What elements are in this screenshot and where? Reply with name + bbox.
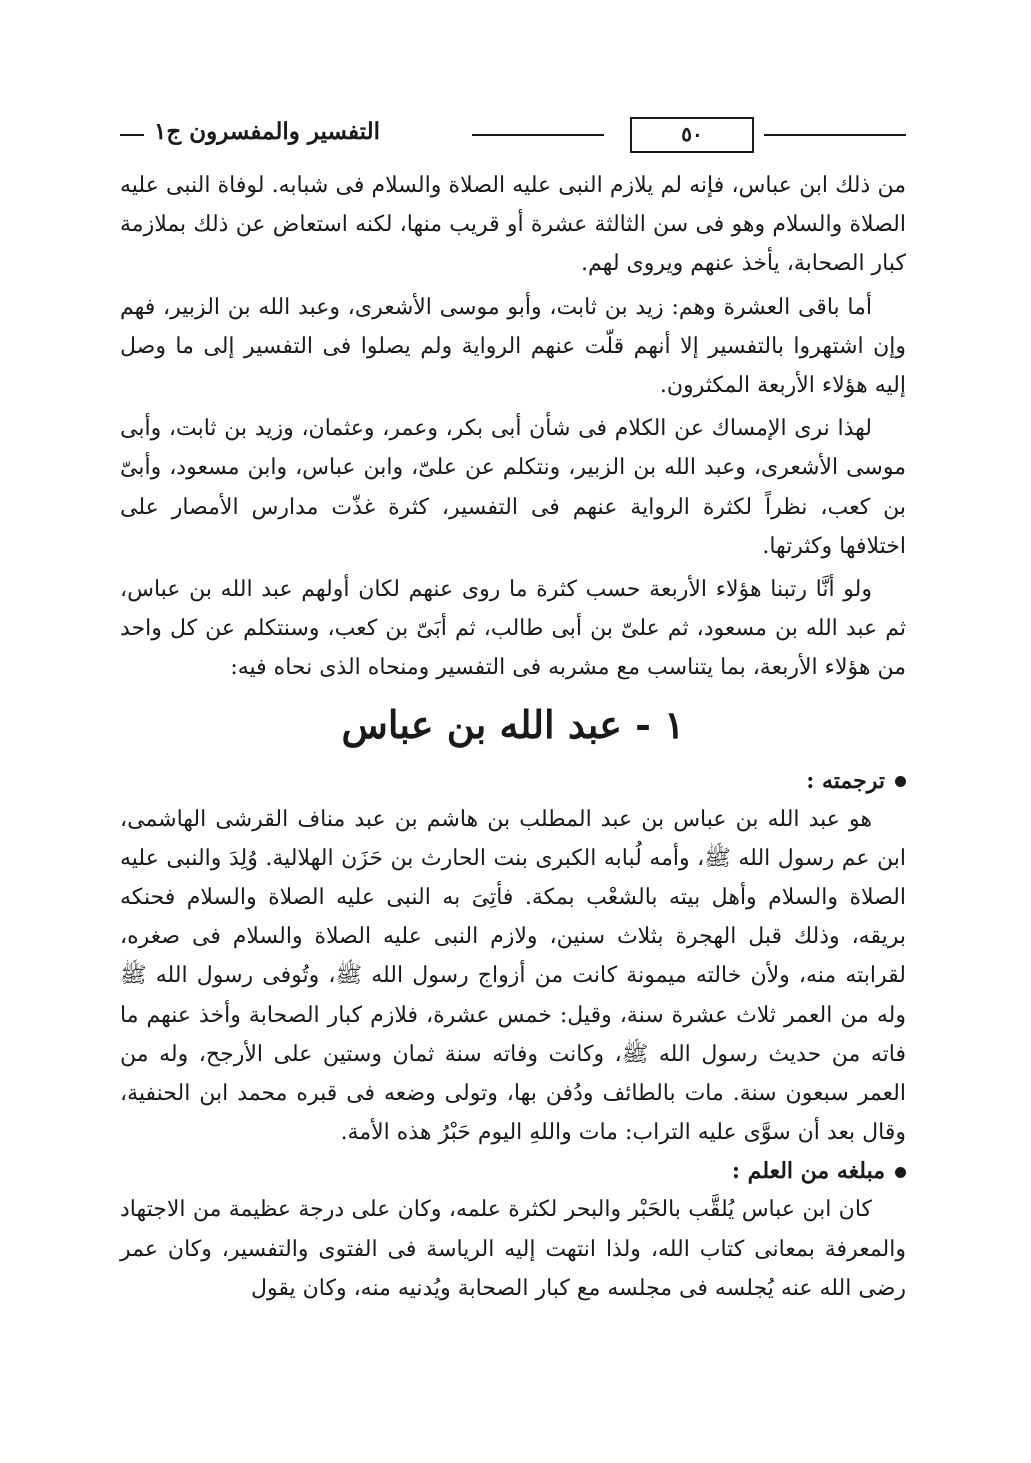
header-rule <box>764 134 906 136</box>
header-rule <box>472 134 604 136</box>
header-rule <box>120 134 144 136</box>
bullet-icon <box>895 776 906 787</box>
subheading-knowledge <box>120 1152 906 1190</box>
bullet-icon <box>895 1167 906 1178</box>
paragraph-knowledge: كان ابن عباس يُلقَّب بالحَبْر والبحر لكثرة علمه، وكان على درجة عظيمة من الاجتهاد والمعرفة بمعانى كتاب الله، ولذا انتهت إليه الرياسة فى الفتوى والتفسير، وكان عمر رضى الله عنه يُجلسه فى مجلسه مع كبار الصحابة ويُدنيه منه، وكان يقول <box>120 1197 906 1301</box>
page-number: ٥٠ <box>630 117 754 153</box>
paragraph: من ذلك ابن عباس، فإنه لم يلازم النبى عليه الصلاة والسلام فى شبابه. لوفاة النبى عليه الصلاة والسلام وهو فى سن الثالثة عشرة أو قريب منها، لكنه استعاض عن ذلك بملازمة كبار الصحابة، يأخذ عنهم ويروى لهم. <box>120 173 906 277</box>
section-title: ١ - عبد الله بن عباس <box>341 701 685 747</box>
subheading-label: مبلغه من العلم : <box>731 1158 885 1185</box>
running-header <box>120 110 906 166</box>
paragraph: ولو أنَّا رتبنا هؤلاء الأربعة حسب كثرة ما روى عنهم لكان أولهم عبد الله بن عباس، ثم عبد الله بن مسعود، ثم علىّ بن أبى طالب، ثم أبَىّ بن كعب، وسنتكلم عن كل واحد من هؤلاء الأربعة، بما يتناسب مع مشربه فى التفسير ومنحاه الذى نحاه فيه: <box>120 577 906 681</box>
paragraph: لهذا نرى الإمساك عن الكلام فى شأن أبى بكر، وعمر، وعثمان، وزيد بن ثابت، وأبى موسى الأشعرى، وعبد الله بن الزبير، ونتكلم عن علىّ، وابن عباس، وابن مسعود، وأبىّ بن كعب، نظراً لكثرة الرواية عنهم فى التفسير، كثرة غذّت مدارس الأمصار على اختلافها وكثرتها. <box>120 416 906 559</box>
subheading-label: ترجمته : <box>806 767 885 794</box>
paragraph: أما باقى العشرة وهم: زيد بن ثابت، وأبو موسى الأشعرى، وعبد الله بن الزبير، فهم وإن اشتهروا بالتفسير إلا أنهم قلّت عنهم الرواية ولم يصلوا فى التفسير إلى ما وصل إليه هؤلاء الأربعة المكثرون. <box>120 294 906 399</box>
subheading-biography <box>120 762 906 800</box>
book-page <box>120 110 906 1410</box>
book-title: التفسير والمفسرون ج١ <box>154 118 380 145</box>
paragraph-biography: هو عبد الله بن عباس بن عبد المطلب بن هاشم بن عبد مناف القرشى الهاشمى، ابن عم رسول الله ﷺ، وأمه لُبابه الكبرى بنت الحارث بن حَزَن الهلالية. وُلِدَ والنبى عليه الصلاة والسلام وأهل بيته بالشعْب بمكة. فأتِىَ به النبى عليه الصلاة والسلام فحنكه بريقه، وذلك قبل الهجرة بثلاث سنين، ولازم النبى عليه الصلاة والسلام فى صغره، لقرابته منه، ولأن خالته ميمونة كانت من أزواج رسول الله ﷺ، وتُوفى رسول الله ﷺ وله من العمر ثلاث عشرة سنة، وقيل: خمس عشرة، فلازم كبار الصحابة وأخذ عنهم ما فاته من حديث رسول الله ﷺ، وكانت وفاته سنة ثمان وستين على الأرجح، وله من العمر سبعون سنة. مات بالطائف ودُفن بها، وتولى وضعه فى قبره محمد ابن الحنفية، وقال بعد أن سوَّى عليه التراب: مات واللهِ اليوم حَبْرُ هذه الأمة. <box>120 806 906 1146</box>
